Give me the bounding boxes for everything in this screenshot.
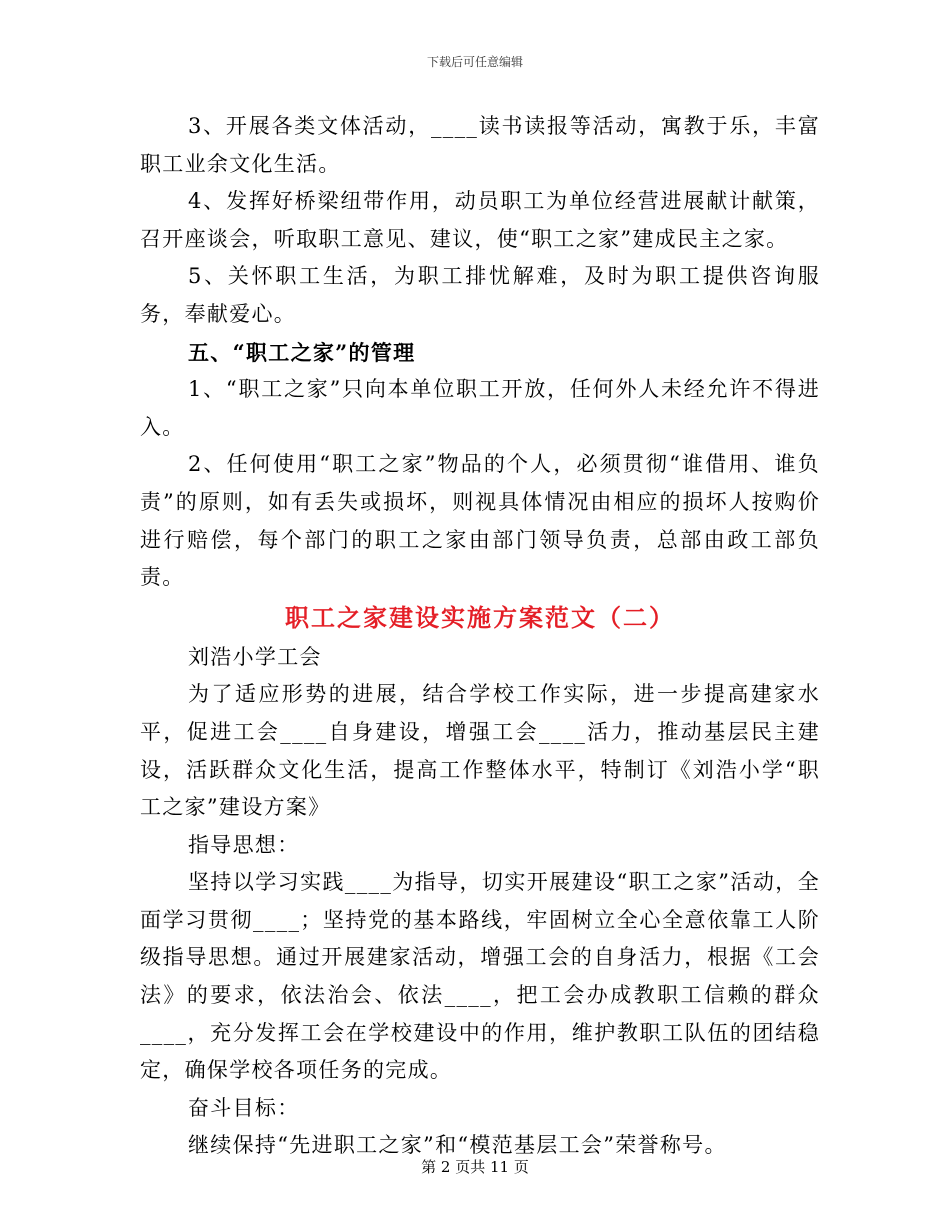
paragraph-item-3: 3、开展各类文体活动，____读书读报等活动，寓教于乐，丰富职工业余文化生活。: [140, 114, 820, 176]
guiding-paragraph: 坚持以学习实践____为指导，切实开展建设“职工之家”活动，全面学习贯彻____；坚持党的基本路线，牢固树立全心全意依靠工人阶级指导思想。通过开展建家活动，增强工会的自身活力，根据《工会法》的要求，依法治会、依法____，把工会办成教职工信赖的群众____，充分发挥工会在学校建设中的作用，维护教职工队伍的团结稳定，确保学校各项任务的完成。: [140, 870, 820, 1083]
guiding-label: 指导思想：: [188, 832, 300, 857]
page-header: 下载后可任意编辑: [426, 55, 523, 69]
paragraph-item-4: 4、发挥好桥梁纽带作用，动员职工为单位经营进展献计献策，召开座谈会，听取职工意见、建议，使“职工之家”建成民主之家。: [140, 189, 820, 251]
goal-label: 奋斗目标：: [188, 1095, 300, 1120]
management-item-1: 1、“职工之家”只向本单位职工开放，任何外人未经允许不得进入。: [140, 377, 820, 439]
goal-paragraph: 继续保持“先进职工之家”和“模范基层工会”荣誉称号。: [188, 1133, 727, 1158]
intro-paragraph: 为了适应形势的进展，结合学校工作实际，进一步提高建家水平，促进工会____自身建设，增强工会____活力，推动基层民主建设，活跃群众文化生活，提高工作整体水平，特制订《刘浩小学“职工之家”建设方案》: [140, 682, 820, 820]
page-footer: 第 2 页共 11 页: [421, 1158, 529, 1176]
section-five-heading: 五、“职工之家”的管理: [188, 339, 416, 365]
management-item-2: 2、任何使用“职工之家”物品的个人，必须贯彻“谁借用、谁负责”的原则，如有丢失或损坏，则视具体情况由相应的损坏人按购价进行赔偿，每个部门的职工之家由部门领导负责，总部由政工部负责。: [140, 452, 820, 590]
document-title: 职工之家建设实施方案范文（二）: [285, 602, 675, 632]
author-line: 刘浩小学工会: [188, 644, 322, 669]
document-body: [140, 108, 820, 1165]
paragraph-item-5: 5、关怀职工生活，为职工排忧解难，及时为职工提供咨询服务，奉献爱心。: [140, 264, 820, 326]
